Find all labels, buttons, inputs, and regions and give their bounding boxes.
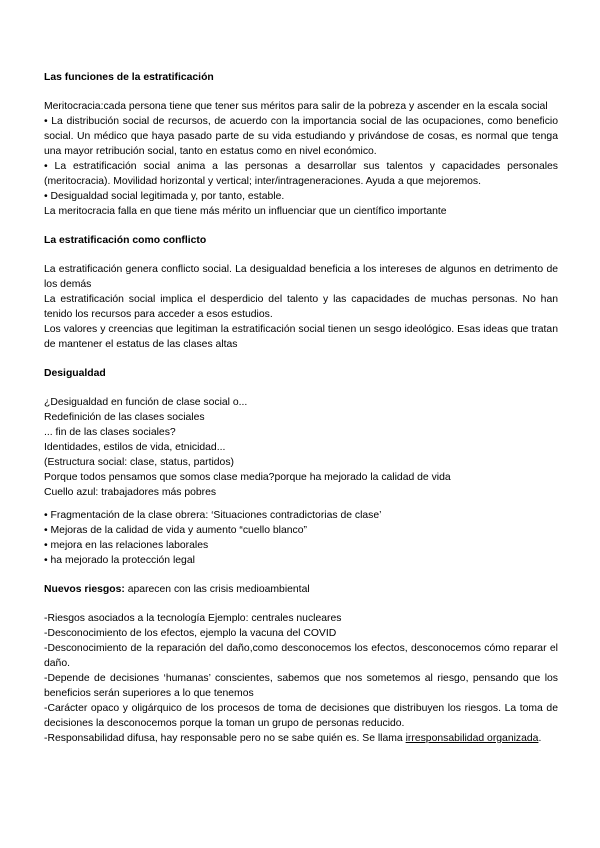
section-title-desigualdad: Desigualdad — [44, 368, 106, 379]
text-line: Identidades, estilos de vida, etnicidad... — [44, 442, 226, 453]
paragraph: Los valores y creencias que legitiman la estratificación social tienen un sesgo ideológico. Esas ideas que tratan de mantener el estatus de las clases altas — [44, 324, 558, 350]
risk-item: -Depende de decisiones ‘humanas’ conscientes, sabemos que nos sometemos al riesgo, pensando que los beneficios serán superiores a lo que tenemos — [44, 673, 558, 699]
risk-item-last — [44, 731, 558, 746]
paragraph: La meritocracia falla en que tiene más mérito un influenciar que un científico importante — [44, 206, 447, 217]
risk-item: -Carácter opaco y oligárquico de los procesos de toma de decisiones que distribuyen los riesgos. La toma de decisiones la desconocemos porque la toman un grupo de personas reducido. — [44, 703, 558, 729]
paragraph: • La distribución social de recursos, de acuerdo con la importancia social de las ocupaciones, como beneficio social. Un médico que haya pasado parte de su vida estudiando y privándose de cosas, es normal que tenga una mayor retribución social, tanto en estatus como en nivel económico. — [44, 116, 558, 157]
text-line: (Estructura social: clase, status, partidos) — [44, 457, 234, 468]
text-line: Cuello azul: trabajadores más pobres — [44, 487, 217, 498]
document-page — [44, 70, 558, 746]
text-line: ... fin de las clases sociales? — [44, 427, 176, 438]
text-line: ¿Desigualdad en función de clase social o... — [44, 397, 248, 408]
bullet-item: • Fragmentación de la clase obrera: ‘Situaciones contradictorias de clase’ — [44, 510, 382, 521]
section-title-riesgos — [44, 582, 558, 597]
riesgos-heading-rest: aparecen con las crisis medioambiental — [124, 584, 310, 595]
risk-item-last-prefix: -Responsabilidad difusa, hay responsable pero no se sabe quién es. Se llama — [44, 733, 406, 744]
text-line: Porque todos pensamos que somos clase media?porque ha mejorado la calidad de vida — [44, 472, 451, 483]
paragraph: La estratificación genera conflicto social. La desigualdad beneficia a los intereses de algunos en detrimento de los demás — [44, 264, 558, 290]
text-line: Redefinición de las clases sociales — [44, 412, 205, 423]
bullet-item: • mejora en las relaciones laborales — [44, 540, 209, 551]
paragraph: • Desigualdad social legitimada y, por tanto, estable. — [44, 191, 285, 202]
risk-item-last-suffix: . — [538, 733, 542, 744]
section-title-conflicto: La estratificación como conflicto — [44, 235, 207, 246]
paragraph: La estratificación social implica el desperdicio del talento y las capacidades de muchas personas. No han tenido los recursos para acceder a esos estudios. — [44, 294, 558, 320]
paragraph: • La estratificación social anima a las personas a desarrollar sus talentos y capacidades personales (meritocracia). Movilidad horizontal y vertical; inter/intrageneraciones. Ayuda a que mejoremos. — [44, 161, 558, 187]
bullet-item: • ha mejorado la protección legal — [44, 555, 195, 566]
underlined-term: irresponsabilidad organizada — [405, 733, 539, 744]
section-title-funciones: Las funciones de la estratificación — [44, 72, 214, 83]
risk-item: -Desconocimiento de la reparación del daño,como desconocemos los efectos, desconocemos cómo reparar el daño. — [44, 643, 558, 669]
risk-item: -Desconocimiento de los efectos, ejemplo la vacuna del COVID — [44, 628, 337, 639]
risk-item: -Riesgos asociados a la tecnología Ejemplo: centrales nucleares — [44, 613, 342, 624]
paragraph: Meritocracia:cada persona tiene que tener sus méritos para salir de la pobreza y ascender en la escala social — [44, 101, 548, 112]
bullet-item: • Mejoras de la calidad de vida y aumento “cuello blanco” — [44, 525, 307, 536]
riesgos-heading: Nuevos riesgos: — [44, 584, 125, 595]
